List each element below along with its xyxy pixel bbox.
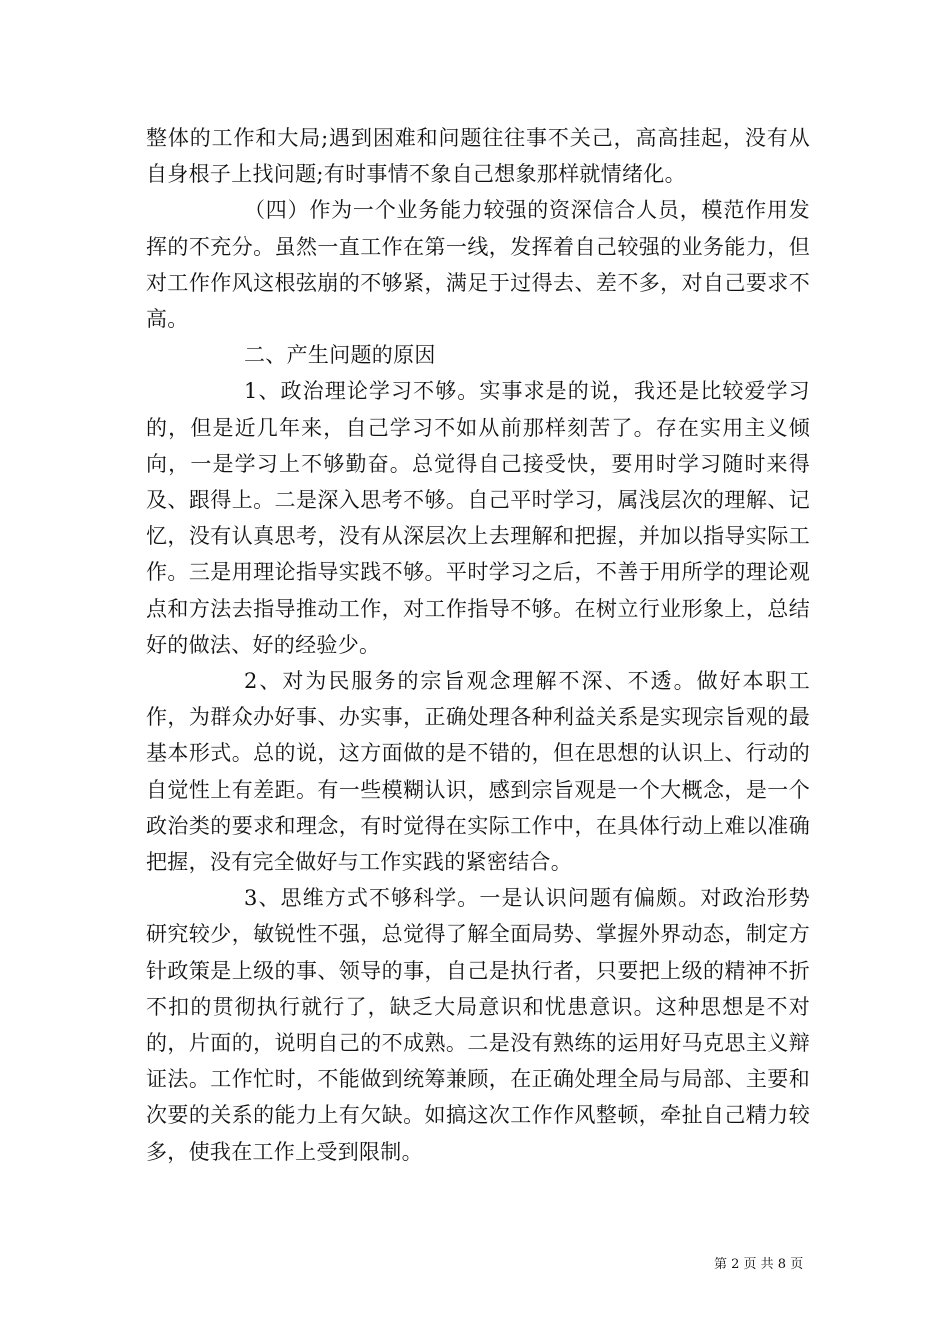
paragraph-1: 整体的工作和大局;遇到困难和问题往往事不关己，高高挂起，没有从自身根子上找问题;有时事情不象自己想象那样就情绪化。 [146,126,810,187]
page-number-footer: 第 2 页 共 8 页 [714,1257,804,1272]
section-heading: 二、产生问题的原因 [244,343,436,368]
paragraph-2: （四）作为一个业务能力较强的资深信合人员，模范作用发挥的不充分。虽然一直工作在第一线，发挥着自己较强的业务能力，但对工作作风这根弦崩的不够紧，满足于过得去、差不多，对自己要求不高。 [146,198,810,332]
document-body [146,120,810,1170]
paragraph-4: 2、对为民服务的宗旨观念理解不深、不透。做好本职工作，为群众办好事、办实事，正确处理各种利益关系是实现宗旨观的最基本形式。总的说，这方面做的是不错的，但在思想的认识上、行动的自觉性上有差距。有一些模糊认识，感到宗旨观是一个大概念，是一个政治类的要求和理念，有时觉得在实际工作中，在具体行动上难以准确把握，没有完全做好与工作实践的紧密结合。 [146,669,810,875]
paragraph-5: 3、思维方式不够科学。一是认识问题有偏颇。对政治形势研究较少，敏锐性不强，总觉得了解全面局势、掌握外界动态，制定方针政策是上级的事、领导的事，自己是执行者，只要把上级的精神不折不扣的贯彻执行就行了，缺乏大局意识和忧患意识。这种思想是不对的，片面的，说明自己的不成熟。二是没有熟练的运用好马克思主义辩证法。工作忙时，不能做到统筹兼顾，在正确处理全局与局部、主要和次要的关系的能力上有欠缺。如搞这次工作作风整顿，牵扯自己精力较多，使我在工作上受到限制。 [146,886,810,1164]
paragraph-3: 1、政治理论学习不够。实事求是的说，我还是比较爱学习的，但是近几年来，自己学习不如从前那样刻苦了。存在实用主义倾向，一是学习上不够勤奋。总觉得自己接受快，要用时学习随时来得及、跟得上。二是深入思考不够。自己平时学习，属浅层次的理解、记忆，没有认真思考，没有从深层次上去理解和把握，并加以指导实际工作。三是用理论指导实践不够。平时学习之后，不善于用所学的理论观点和方法去指导推动工作，对工作指导不够。在树立行业形象上，总结好的做法、好的经验少。 [146,379,810,657]
